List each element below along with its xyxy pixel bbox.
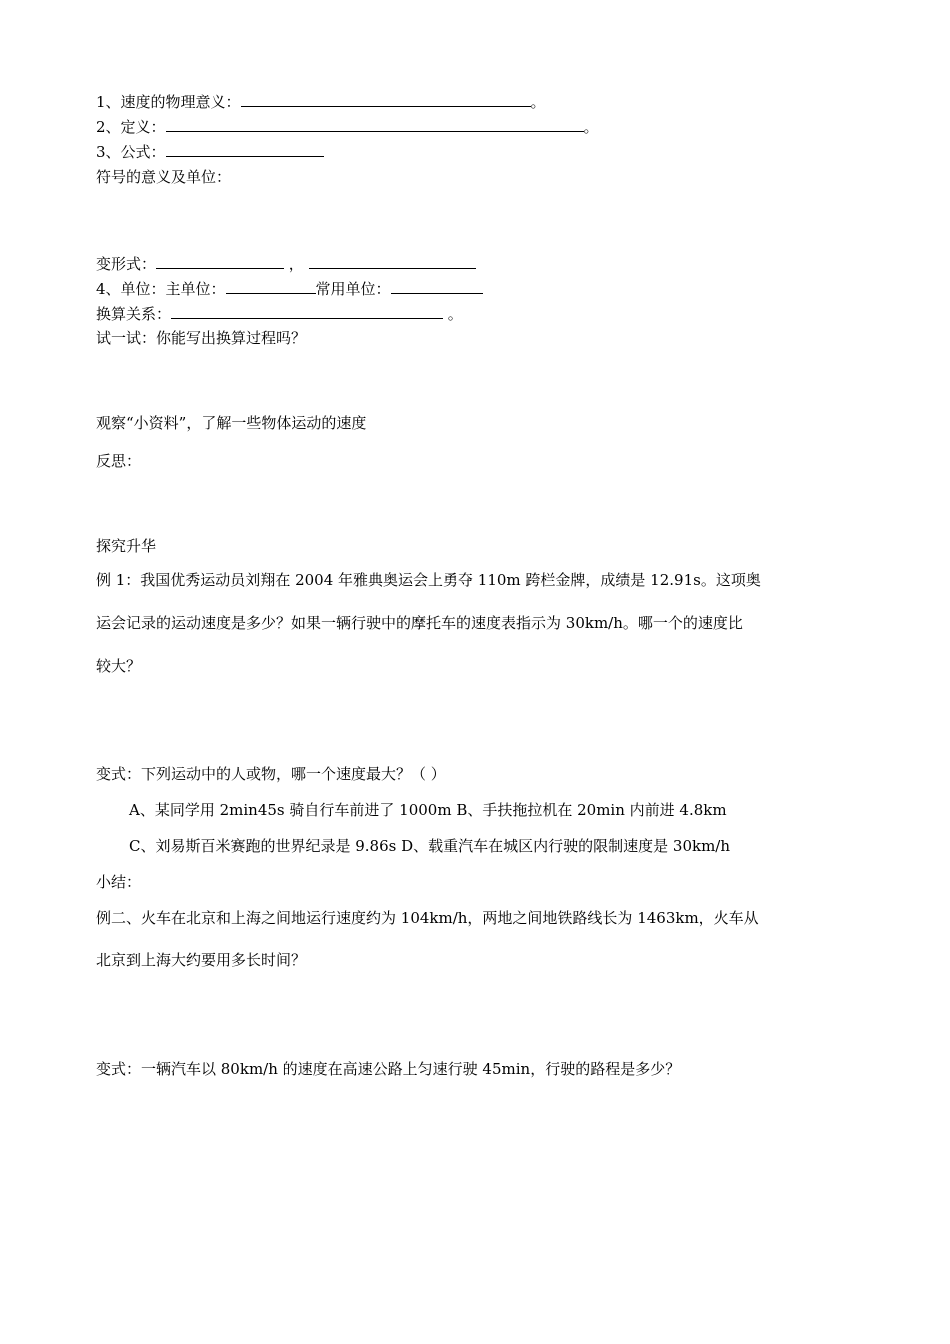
observe-line: 观察“小资料”，了解一些物体运动的速度: [96, 414, 367, 432]
conversion-label: 换算关系：: [96, 305, 172, 323]
q4-line: [96, 279, 483, 299]
variants-line: [96, 254, 476, 274]
example2-line1: 例二、火车在北京和上海之间地运行速度约为 104km/h，两地之间地铁路线长为 1463km，火车从: [96, 909, 759, 927]
q4-common-label: 常用单位：: [315, 280, 391, 298]
options-cd: C、刘易斯百米赛跑的世界纪录是 9.86s D、载重汽车在城区内行驶的限制速度是 30km/h: [129, 837, 731, 855]
q3-label: 3、公式：: [96, 143, 166, 161]
main-unit-blank[interactable]: [226, 279, 316, 294]
try-it-line: 试一试：你能写出换算过程吗？: [96, 329, 307, 347]
example1-line1: 例 1：我国优秀运动员刘翔在 2004 年雅典奥运会上勇夺 110m 跨栏金牌，成绩是 12.91s。这项奥: [96, 571, 761, 589]
common-unit-blank[interactable]: [391, 279, 483, 294]
variants-label: 变形式：: [96, 255, 157, 273]
example2-line2: 北京到上海大约要用多长时间？: [96, 951, 307, 969]
conversion-end: 。: [447, 305, 463, 323]
q1-label: 1、速度的物理意义：: [96, 93, 241, 111]
q2-label: 2、定义：: [96, 118, 166, 136]
q3-line: [96, 142, 324, 162]
section-heading: 探究升华: [96, 537, 157, 555]
variant-blank-1[interactable]: [156, 254, 284, 269]
q1-end: 。: [530, 93, 546, 111]
summary-line: 小结：: [96, 873, 142, 891]
reflect-line: 反思：: [96, 452, 142, 470]
example1-line3: 较大？: [96, 657, 142, 675]
options-ab: A、某同学用 2min45s 骑自行车前进了 1000m B、手扶拖拉机在 20min 内前进 4.8km: [129, 801, 727, 819]
conversion-line: [96, 304, 463, 324]
q1-line: [96, 92, 546, 112]
variant1-question: 变式：下列运动中的人或物，哪一个速度最大？（ ）: [96, 765, 446, 783]
q3-blank[interactable]: [166, 142, 324, 157]
symbols-line: 符号的意义及单位：: [96, 168, 232, 186]
q1-blank[interactable]: [241, 92, 531, 107]
variants-sep: ，: [288, 255, 304, 273]
example1-line2: 运会记录的运动速度是多少？如果一辆行驶中的摩托车的速度表指示为 30km/h。哪一个的速度比: [96, 614, 743, 632]
q2-blank[interactable]: [166, 117, 584, 132]
q2-end: 。: [583, 118, 599, 136]
variant2-question: 变式：一辆汽车以 80km/h 的速度在高速公路上匀速行驶 45min，行驶的路程是多少？: [96, 1060, 681, 1078]
q2-line: [96, 117, 599, 137]
variant-blank-2[interactable]: [309, 254, 476, 269]
q4-label: 4、单位：主单位：: [96, 280, 226, 298]
conversion-blank[interactable]: [171, 304, 443, 319]
